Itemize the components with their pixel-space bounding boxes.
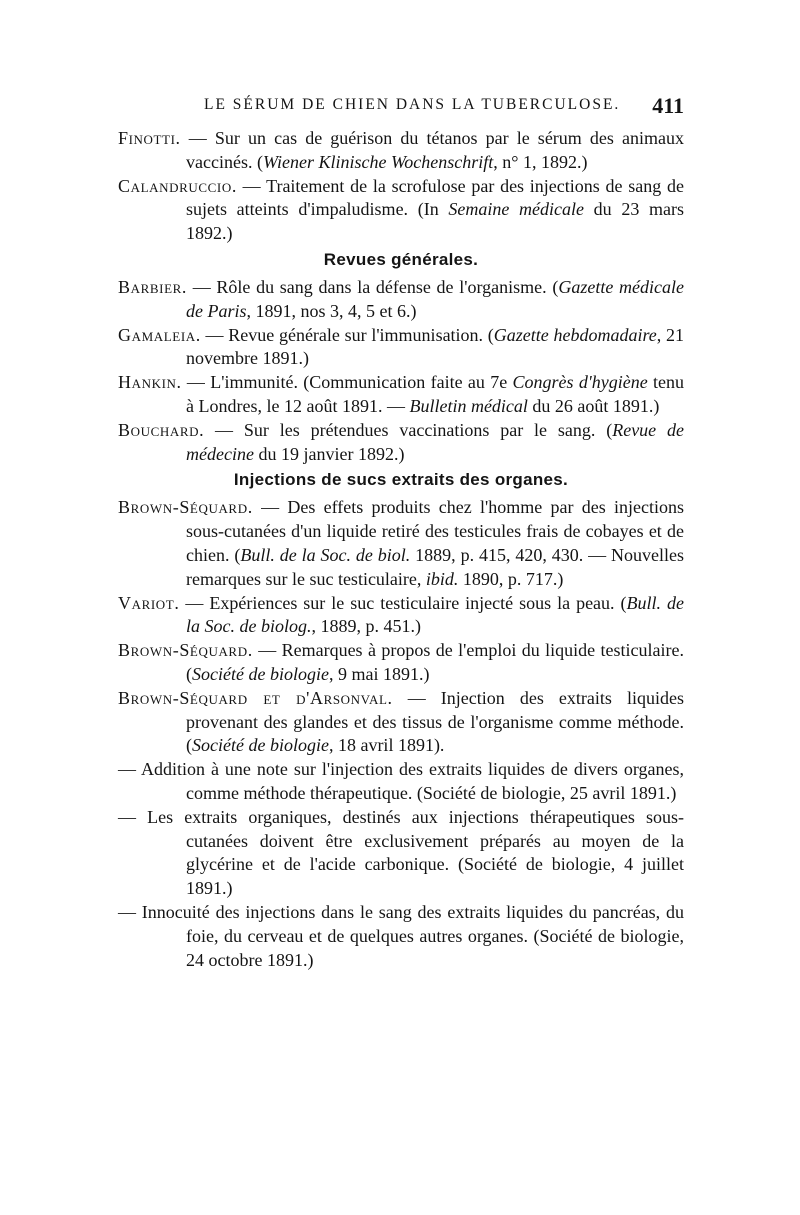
bibliography-entry <box>118 276 684 324</box>
entry-author: Bouchard. <box>118 419 205 440</box>
entry-text: — Traitement de la scrofulose par des injections de sang de sujets atteints d'impaludisme. (In <box>186 175 684 220</box>
bibliography-entry <box>118 324 684 372</box>
entry-author: Calandruccio. <box>118 175 237 196</box>
entry-text: — Sur les prétendues vaccinations par le sang. ( <box>204 419 613 440</box>
entry-tail-secondary: du 26 août 1891.) <box>527 395 660 416</box>
entry-source: Société de biologie <box>192 663 329 684</box>
entry-author: Hankin. <box>118 372 182 393</box>
entry-author: Variot. <box>118 592 180 613</box>
running-head <box>118 93 684 126</box>
entry-tail: , 1889, p. 451.) <box>311 616 421 637</box>
entry-tail: 1889, p. 415, 420, 430. — Nouvelles remarques sur le suc testiculaire, <box>186 544 685 589</box>
entry-tail: , n° 1, 1892.) <box>493 151 588 172</box>
bibliography-entry <box>118 419 684 467</box>
entry-text: — Expériences sur le suc testiculaire injecté sous la peau. ( <box>179 592 627 613</box>
entry-author: Brown-Séquard. <box>118 640 253 661</box>
entry-tail: , 24 octobre 1891.) <box>186 925 684 970</box>
entry-author: Finotti. <box>118 128 181 148</box>
section-heading-injections: Injections de sucs extraits des organes. <box>233 470 569 490</box>
bibliography-entry <box>118 496 684 591</box>
bibliography-continuation-entry <box>118 806 684 901</box>
entry-source: Société de biologie <box>464 854 611 875</box>
page-number: 411 <box>652 93 684 118</box>
entry-source-secondary: ibid. <box>425 568 459 589</box>
bibliography-entry <box>118 592 684 640</box>
entry-source: Société de biologie <box>192 735 329 756</box>
entry-source-secondary: Bulletin médical <box>409 395 528 416</box>
entry-source: Bull. de la Soc. de biol. <box>240 544 411 565</box>
entry-tail: du 23 mars 1892.) <box>186 199 684 244</box>
entry-tail: du 19 janvier 1892.) <box>253 443 405 464</box>
bibliography-entry <box>118 371 684 419</box>
entry-author: Barbier. <box>118 276 187 297</box>
entry-text: — Injection des extraits liquides provenant des glandes et des tissus de l'organisme comme méthode. ( <box>186 687 684 756</box>
entry-author: Brown-Séquard et d'Arsonval. <box>118 687 393 708</box>
entry-tail: , 9 mai 1891.) <box>328 663 430 684</box>
bibliography-continuation-entry <box>118 901 684 972</box>
entry-source: Société de biologie <box>422 782 561 803</box>
entry-tail: , 18 avril 1891). <box>328 735 445 756</box>
entry-text: — L'immunité. (Communication faite au 7e <box>181 372 513 393</box>
entry-text: — Innocuité des injections dans le sang des extraits liquides du pancréas, du foie, du cerveau et de quelques autres organes. ( <box>118 901 684 946</box>
bibliography-continuation-entry <box>118 758 684 806</box>
entry-text: — Addition à une note sur l'injection des extraits liquides de divers organes, comme méthode thérapeutique. ( <box>118 759 684 803</box>
entry-source: Congrès d'hygiène <box>512 372 648 393</box>
entry-text: — Remarques à propos de l'emploi du liquide testiculaire. ( <box>186 640 684 684</box>
entry-source: Bull. de la Soc. de biolog. <box>186 592 684 637</box>
entry-tail: , 25 avril 1891.) <box>560 782 677 803</box>
entry-text: — Sur un cas de guérison du tétanos par le sérum des animaux vaccinés. ( <box>180 128 684 172</box>
entry-source: Société de biologie <box>539 925 680 946</box>
bibliography-entry <box>118 687 684 758</box>
section-heading-revues: Revues générales. <box>323 249 479 269</box>
entry-tail: tenu à Londres, le 12 août 1891. — <box>186 372 685 416</box>
entry-source: Revue de médecine <box>186 419 684 464</box>
bibliography-entry <box>118 639 684 687</box>
entry-source: Gazette hebdomadaire <box>493 324 657 345</box>
entry-tail: , 21 novembre 1891.) <box>186 324 684 369</box>
entry-text: — Les extraits organiques, destinés aux injections thérapeutiques sous-cutanées doivent être exclusivement préparés au moyen de la glycérine et de l'acide carbonique. ( <box>118 806 684 875</box>
entry-tail: , 4 juillet 1891.) <box>186 854 685 899</box>
entry-author: Gamaleia. <box>118 324 201 345</box>
bibliography-content <box>118 127 684 972</box>
bibliography-entry <box>118 127 684 175</box>
entry-source: Semaine médicale <box>448 199 584 220</box>
entry-text: — Rôle du sang dans la défense de l'organisme. ( <box>186 276 559 297</box>
entry-tail: , 1891, nos 3, 4, 5 et 6.) <box>246 300 417 321</box>
entry-author: Brown-Séquard. <box>118 497 253 518</box>
running-title: LE SÉRUM DE CHIEN DANS LA TUBERCULOSE. <box>204 96 621 113</box>
entry-source: Gazette médicale de Paris <box>186 276 684 321</box>
entry-tail-secondary: 1890, p. 717.) <box>458 568 564 589</box>
entry-text: — Des effets produits chez l'homme par des injections sous-cutanées d'un liquide retiré des testicules frais de cobayes et de chien. ( <box>186 497 684 565</box>
entry-text: — Revue générale sur l'immunisation. ( <box>200 324 494 345</box>
entry-source: Wiener Klinische Wochenschrift <box>262 151 494 172</box>
bibliography-entry <box>118 175 684 246</box>
